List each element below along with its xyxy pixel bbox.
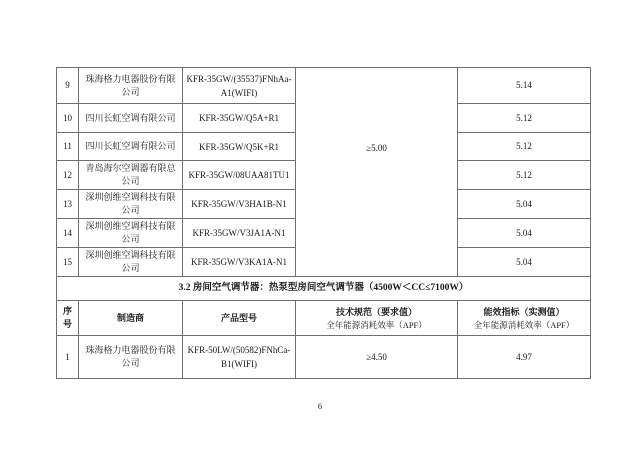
row-no-cell: 9 bbox=[57, 68, 79, 104]
manufacturer-cell: 四川长虹空调有限公司 bbox=[79, 104, 183, 133]
manufacturer-cell: 深圳创维空调科技有限公司 bbox=[79, 248, 183, 277]
apf-measured-cell: 5.14 bbox=[458, 68, 591, 104]
model-cell: KFR-35GW/V3KA1A-N1 bbox=[183, 248, 296, 277]
model-cell: KFR-50LW/(50582)FNhCa-B1(WIFI) bbox=[183, 336, 296, 379]
requirement-header-sub: 全年能源消耗效率（APF） bbox=[326, 319, 427, 330]
row-no-cell: 12 bbox=[57, 161, 79, 190]
model-cell: KFR-35GW/V3JA1A-N1 bbox=[183, 219, 296, 248]
requirement-header-title: 技术规范（要求值） bbox=[335, 306, 417, 317]
model-cell: KFR-35GW/Q5K+R1 bbox=[183, 133, 296, 161]
apf-measured-cell: 4.97 bbox=[458, 336, 591, 379]
column-header-measured bbox=[458, 301, 591, 336]
section-title: 3.2 房间空气调节器：热泵型房间空气调节器（4500W＜CC≤7100W） bbox=[57, 277, 591, 301]
apf-requirement-merged-cell bbox=[296, 68, 458, 277]
column-header-requirement bbox=[296, 301, 458, 336]
table-row bbox=[57, 68, 591, 104]
row-no-cell: 15 bbox=[57, 248, 79, 277]
page-number: 6 bbox=[317, 401, 323, 411]
apf-measured-cell: 5.12 bbox=[458, 133, 591, 161]
column-header-no: 序号 bbox=[57, 301, 79, 336]
model-cell: KFR-35GW/08UAA81TU1 bbox=[183, 161, 296, 190]
manufacturer-cell: 青岛海尔空调器有限总公司 bbox=[79, 161, 183, 190]
manufacturer-cell: 深圳创维空调科技有限公司 bbox=[79, 190, 183, 219]
model-cell: KFR-35GW/Q5A+R1 bbox=[183, 104, 296, 133]
apf-measured-cell: 5.04 bbox=[458, 248, 591, 277]
measured-header-sub: 全年能源消耗效率（APF） bbox=[473, 319, 575, 330]
apf-requirement-cell: ≥4.50 bbox=[296, 336, 458, 379]
energy-efficiency-table bbox=[56, 67, 591, 379]
table-row bbox=[57, 336, 591, 379]
apf-measured-cell: 5.04 bbox=[458, 190, 591, 219]
apf-measured-cell: 5.04 bbox=[458, 219, 591, 248]
manufacturer-cell: 珠海格力电器股份有限公司 bbox=[79, 68, 183, 104]
measured-header-title: 能效指标（实测值） bbox=[483, 306, 565, 317]
section-title-row bbox=[57, 277, 591, 301]
apf-measured-cell: 5.12 bbox=[458, 161, 591, 190]
row-no-cell: 10 bbox=[57, 104, 79, 133]
column-header-model: 产品型号 bbox=[183, 301, 296, 336]
manufacturer-cell: 深圳创维空调科技有限公司 bbox=[79, 219, 183, 248]
manufacturer-cell: 四川长虹空调有限公司 bbox=[79, 133, 183, 161]
manufacturer-cell: 珠海格力电器股份有限公司 bbox=[79, 336, 183, 379]
model-cell: KFR-35GW/(35537)FNhAa-A1(WIFI) bbox=[183, 68, 296, 104]
row-no-cell: 11 bbox=[57, 133, 79, 161]
row-no-cell: 1 bbox=[57, 336, 79, 379]
apf-requirement-value: ≥5.00 bbox=[366, 143, 387, 153]
row-no-cell: 13 bbox=[57, 190, 79, 219]
column-header-row bbox=[57, 301, 591, 336]
model-cell: KFR-35GW/V3HA1B-N1 bbox=[183, 190, 296, 219]
apf-measured-cell: 5.12 bbox=[458, 104, 591, 133]
row-no-cell: 14 bbox=[57, 219, 79, 248]
column-header-manufacturer: 制造商 bbox=[79, 301, 183, 336]
